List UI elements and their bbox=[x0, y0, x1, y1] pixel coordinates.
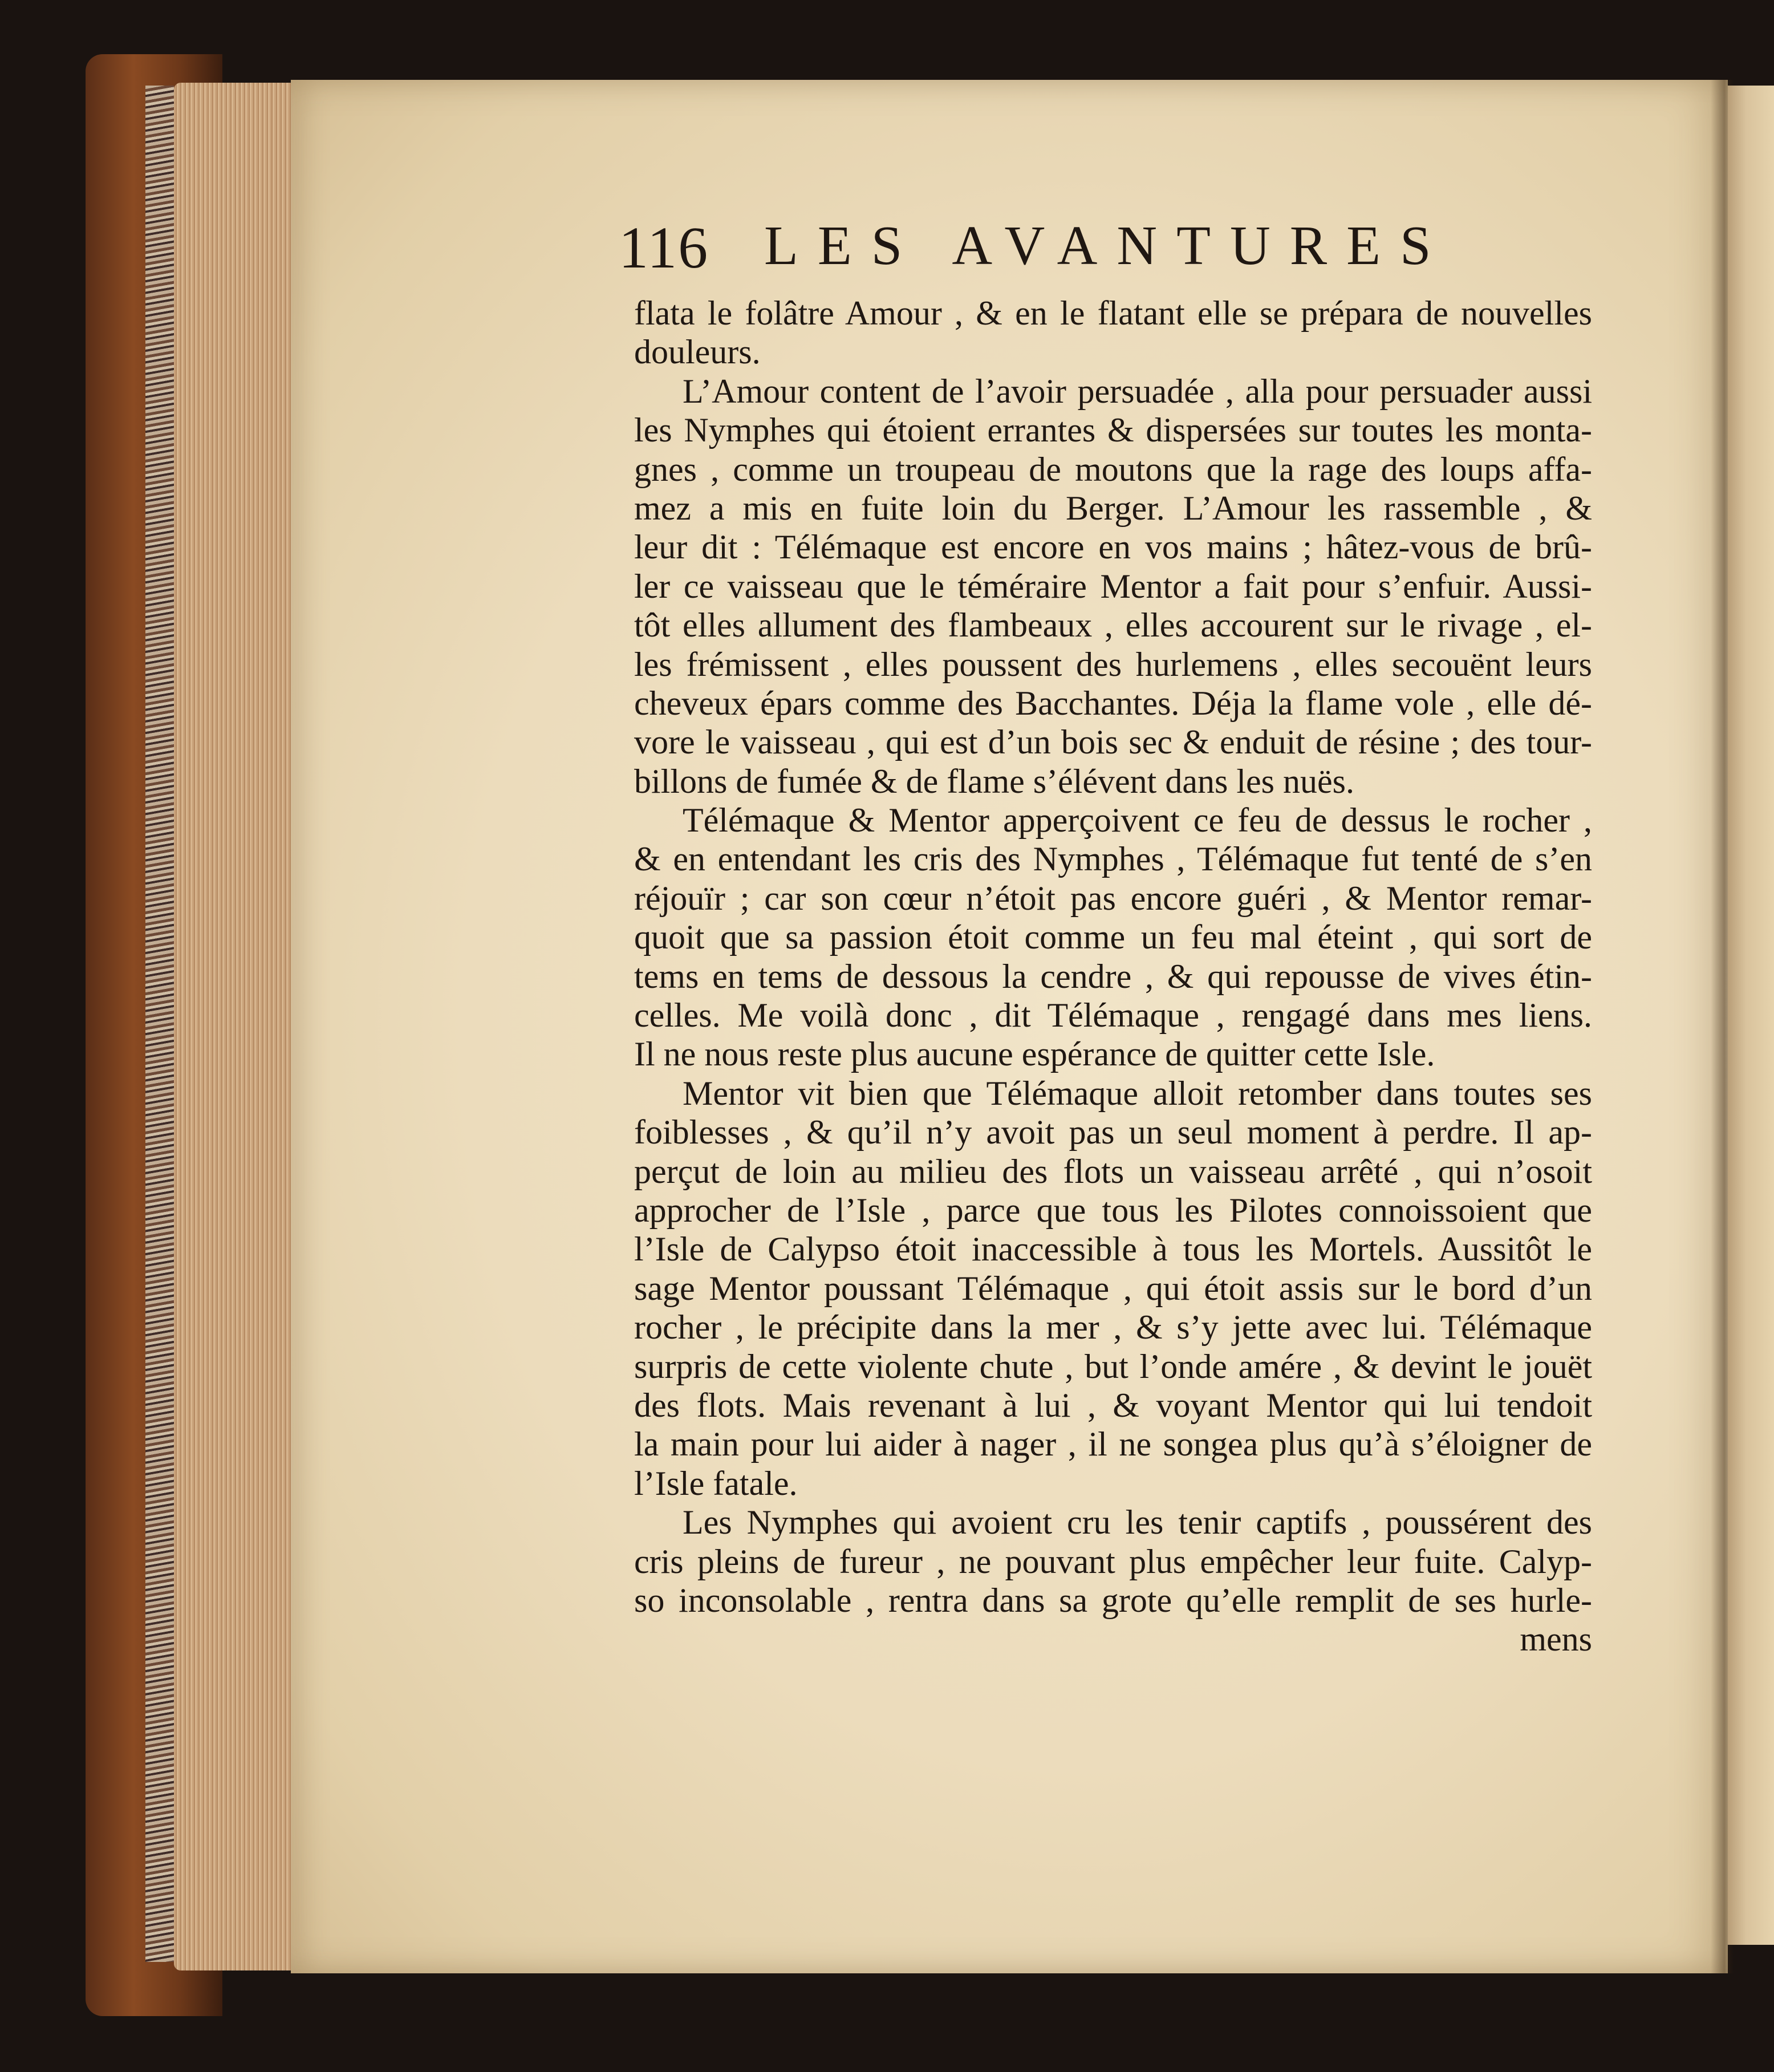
text-line: la main pour lui aider à nager , il ne songea plus qu’à s’éloigner de bbox=[634, 1425, 1592, 1463]
text-line: tems en tems de dessous la cendre , & qui repousse de vives étin- bbox=[634, 957, 1592, 995]
text-line: gnes , comme un troupeau de moutons que la rage des loups affa- bbox=[634, 450, 1592, 488]
page-number: 116 bbox=[619, 215, 709, 281]
text-line: & en entendant les cris des Nymphes , Télémaque fut tenté de s’en bbox=[634, 840, 1592, 878]
text-line: billons de fumée & de flame s’élévent dans les nuës. bbox=[634, 762, 1354, 800]
facing-page-edge bbox=[1728, 86, 1774, 1945]
text-line: flata le folâtre Amour , & en le flatant elle se prépara de nouvelles bbox=[634, 294, 1592, 332]
body-text bbox=[634, 294, 1592, 1659]
text-line: tôt elles allument des flambeaux , elles accourent sur le rivage , el- bbox=[634, 606, 1592, 644]
text-line: Télémaque & Mentor apperçoivent ce feu de dessus le rocher , bbox=[683, 801, 1592, 840]
text-line: cheveux épars comme des Bacchantes. Déja la flame vole , elle dé- bbox=[634, 684, 1592, 722]
text-line: leur dit : Télémaque est encore en vos mains ; hâtez-vous de brû- bbox=[634, 528, 1592, 566]
text-line: rocher , le précipite dans la mer , & s’y jette avec lui. Télémaque bbox=[634, 1308, 1592, 1347]
text-line: les frémissent , elles poussent des hurlemens , elles secouënt leurs bbox=[634, 645, 1592, 683]
text-line: sage Mentor poussant Télémaque , qui étoit assis sur le bord d’un bbox=[634, 1269, 1592, 1307]
text-line: surpris de cette violente chute , but l’onde amére , & devint le jouët bbox=[634, 1347, 1592, 1385]
page-block-edges bbox=[174, 83, 297, 1970]
text-line: perçut de loin au milieu des flots un vaisseau arrêté , qui n’osoit bbox=[634, 1152, 1592, 1190]
text-line: Il ne nous reste plus aucune espérance de quitter cette Isle. bbox=[634, 1035, 1435, 1073]
text-line: réjouïr ; car son cœur n’étoit pas encore guéri , & Mentor remar- bbox=[634, 879, 1592, 917]
text-line: foiblesses , & qu’il n’y avoit pas un seul moment à perdre. Il ap- bbox=[634, 1113, 1592, 1151]
text-line: approcher de l’Isle , parce que tous les Pilotes connoissoient que bbox=[634, 1191, 1592, 1229]
text-line: des flots. Mais revenant à lui , & voyant Mentor qui lui tendoit bbox=[634, 1386, 1592, 1424]
text-line: ler ce vaisseau que le téméraire Mentor a fait pour s’enfuir. Aussi- bbox=[634, 567, 1592, 605]
text-line: vore le vaisseau , qui est d’un bois sec & enduit de résine ; des tour- bbox=[634, 723, 1592, 761]
text-line: mens bbox=[1520, 1620, 1592, 1659]
text-line: cris pleins de fureur , ne pouvant plus empêcher leur fuite. Calyp- bbox=[634, 1542, 1592, 1580]
marbled-endpaper bbox=[145, 86, 174, 1962]
text-line: so inconsolable , rentra dans sa grote qu’elle remplit de ses hurle- bbox=[634, 1581, 1592, 1619]
text-line: L’Amour content de l’avoir persuadée , alla pour persuader aussi bbox=[683, 372, 1592, 410]
running-head bbox=[619, 214, 1474, 288]
text-line: celles. Me voilà donc , dit Télémaque , rengagé dans mes liens. bbox=[634, 996, 1592, 1035]
text-line: Les Nymphes qui avoient cru les tenir captifs , poussérent des bbox=[683, 1503, 1592, 1542]
text-line: quoit que sa passion étoit comme un feu mal éteint , qui sort de bbox=[634, 918, 1592, 956]
text-line: l’Isle fatale. bbox=[634, 1464, 798, 1502]
text-line: les Nymphes qui étoient errantes & dispersées sur toutes les monta- bbox=[634, 411, 1592, 449]
text-line: mez a mis en fuite loin du Berger. L’Amour les rassemble , & bbox=[634, 489, 1592, 527]
text-line: l’Isle de Calypso étoit inaccessible à tous les Mortels. Aussitôt le bbox=[634, 1230, 1592, 1268]
running-title: LES AVANTURES bbox=[764, 215, 1451, 277]
text-line: douleurs. bbox=[634, 333, 761, 371]
text-line: Mentor vit bien que Télémaque alloit retomber dans toutes ses bbox=[683, 1074, 1592, 1112]
